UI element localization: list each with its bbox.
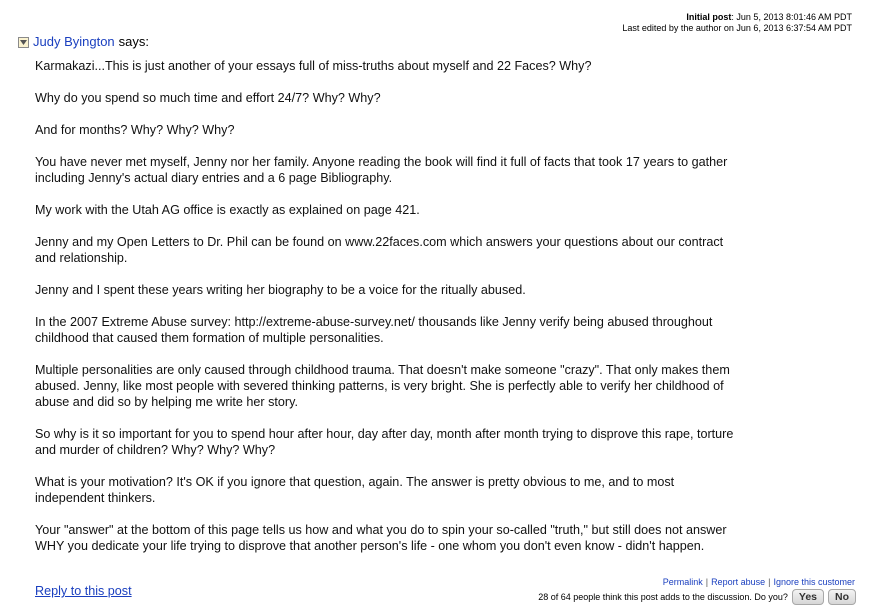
reply-to-post-link[interactable]: Reply to this post bbox=[35, 584, 132, 598]
post-paragraph: My work with the Utah AG office is exactly as explained on page 421. bbox=[35, 203, 420, 217]
says-label: says: bbox=[118, 34, 150, 49]
vote-question: 28 of 64 people think this post adds to the discussion. Do you? bbox=[538, 592, 788, 602]
post-paragraph: What is your motivation? It's OK if you ignore that question, again. The answer is pretty obvious to me, and to most independent thinkers. bbox=[35, 475, 675, 505]
collapse-toggle-icon[interactable] bbox=[18, 37, 29, 48]
permalink-link[interactable]: Permalink bbox=[662, 577, 703, 587]
post-paragraph: Karmakazi...This is just another of your essays full of miss-truths about myself and 22 Faces? Why? bbox=[35, 59, 592, 73]
post-paragraph: Multiple personalities are only caused through childhood trauma. That doesn't make someone "crazy". That only makes them abused. Jenny, like most people with severed thinking patterns, is very bright. She is perfectly able to verify her childhood of abuse and did so by helping me write her story. bbox=[35, 363, 730, 409]
vote-line bbox=[538, 589, 856, 605]
action-separator: | bbox=[705, 577, 709, 587]
author-name-link[interactable]: Judy Byington bbox=[33, 34, 115, 49]
post-actions bbox=[663, 577, 855, 588]
post-paragraph: So why is it so important for you to spend hour after hour, day after day, month after month trying to disprove this rape, torture and murder of children? Why? Why? Why? bbox=[35, 427, 734, 457]
post-paragraph: Your "answer" at the bottom of this page tells us how and what you do to spin your so-called "truth," but still does not answer WHY you dedicate your life trying to disprove that another person's life - one whom you don't even know - didn't happen. bbox=[35, 523, 727, 553]
author-line bbox=[18, 34, 149, 50]
initial-post-label: Initial post bbox=[686, 12, 732, 22]
vote-no-button[interactable]: No bbox=[828, 589, 856, 605]
vote-yes-button[interactable]: Yes bbox=[792, 589, 824, 605]
post-paragraph: Jenny and I spent these years writing her biography to be a voice for the ritually abused. bbox=[35, 283, 526, 297]
post-paragraph: In the 2007 Extreme Abuse survey: http://extreme-abuse-survey.net/ thousands like Jenny verify being abused throughout childhood that caused them formation of multiple personalities. bbox=[35, 315, 713, 345]
report-abuse-link[interactable]: Report abuse bbox=[711, 577, 766, 587]
action-separator: | bbox=[768, 577, 771, 587]
post-body bbox=[35, 58, 745, 570]
initial-post-line bbox=[622, 12, 852, 23]
post-paragraph: And for months? Why? Why? Why? bbox=[35, 123, 235, 137]
last-edited-line: Last edited by the author on Jun 6, 2013 6:37:54 AM PDT bbox=[622, 23, 852, 33]
post-meta bbox=[622, 12, 852, 34]
post-paragraph: You have never met myself, Jenny nor her family. Anyone reading the book will find it full of facts that took 17 years to gather including Jenny's actual diary entries and a 6 page Bibliography. bbox=[35, 155, 728, 185]
ignore-customer-link[interactable]: Ignore this customer bbox=[773, 577, 855, 587]
initial-post-date: : Jun 5, 2013 8:01:46 AM PDT bbox=[731, 12, 852, 22]
post-paragraph: Jenny and my Open Letters to Dr. Phil can be found on www.22faces.com which answers your questions about our contract and relationship. bbox=[35, 235, 724, 265]
post-paragraph: Why do you spend so much time and effort 24/7? Why? Why? bbox=[35, 91, 381, 105]
